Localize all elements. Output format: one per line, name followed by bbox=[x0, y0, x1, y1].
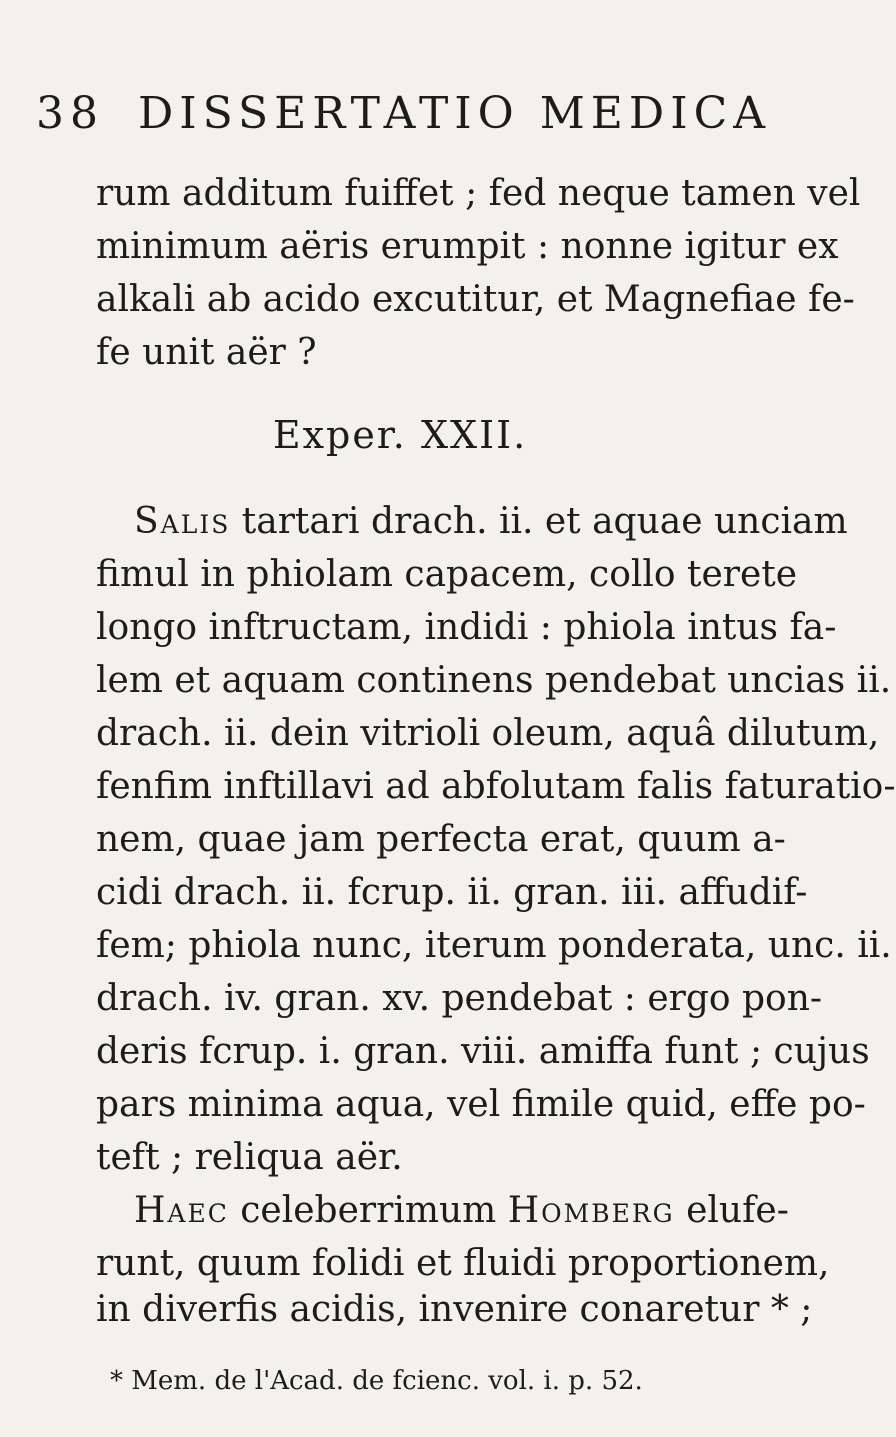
line-middle: celeberrimum bbox=[228, 1190, 508, 1231]
running-header bbox=[36, 88, 776, 139]
text-line: cidi drach. ii. fcrup. ii. gran. iii. affudif- bbox=[96, 872, 808, 913]
text-line: fe unit aër ? bbox=[96, 332, 317, 373]
text-line: drach. iv. gran. xv. pendebat : ergo pon- bbox=[96, 978, 823, 1019]
text-line: nem, quae jam perfecta erat, quum a- bbox=[96, 819, 786, 860]
text-line: teft ; reliqua aër. bbox=[96, 1137, 403, 1178]
lead-word: Haec bbox=[134, 1190, 229, 1231]
text-line: fimul in phiolam capacem, collo terete bbox=[96, 554, 798, 595]
text-line: longo inftructam, indidi : phiola intus fa- bbox=[96, 607, 837, 648]
text-line: rum additum fuiffet ; fed neque tamen vel bbox=[96, 173, 861, 214]
footnote: * Mem. de l'Acad. de fcienc. vol. i. p. 52. bbox=[110, 1366, 643, 1396]
text-line: runt, quum folidi et fluidi proportionem, bbox=[96, 1243, 830, 1284]
text-line: fem; phiola nunc, iterum ponderata, unc. ii. bbox=[96, 925, 892, 966]
text-line: lem et aquam continens pendebat uncias ii. bbox=[96, 660, 892, 701]
text-line: fenfim inftillavi ad abfolutam falis faturatio- bbox=[96, 766, 896, 807]
text-line: in diverfis acidis, invenire conaretur * ; bbox=[96, 1289, 813, 1330]
text-line: deris fcrup. i. gran. viii. amiffa funt ; cujus bbox=[96, 1031, 870, 1072]
running-title: DISSERTATIO MEDICA bbox=[138, 88, 772, 139]
text-line: pars minima aqua, vel fimile quid, effe po- bbox=[96, 1084, 866, 1125]
text-line-first bbox=[134, 1189, 834, 1233]
text-line: drach. ii. dein vitrioli oleum, aquâ dilutum, bbox=[96, 713, 880, 754]
page-number: 38 bbox=[36, 88, 104, 139]
line-rest: tartari drach. ii. et aquae unciam bbox=[230, 501, 848, 542]
line-end: elufe- bbox=[674, 1190, 789, 1231]
author-name: Homberg bbox=[507, 1190, 675, 1231]
text-line-first bbox=[134, 500, 848, 544]
lead-word: Salis bbox=[134, 501, 231, 542]
text-line: alkali ab acido excutitur, et Magnefiae fe- bbox=[96, 279, 855, 320]
experiment-heading: Exper. XXII. bbox=[272, 413, 528, 457]
text-line: minimum aëris erumpit : nonne igitur ex bbox=[96, 226, 839, 267]
